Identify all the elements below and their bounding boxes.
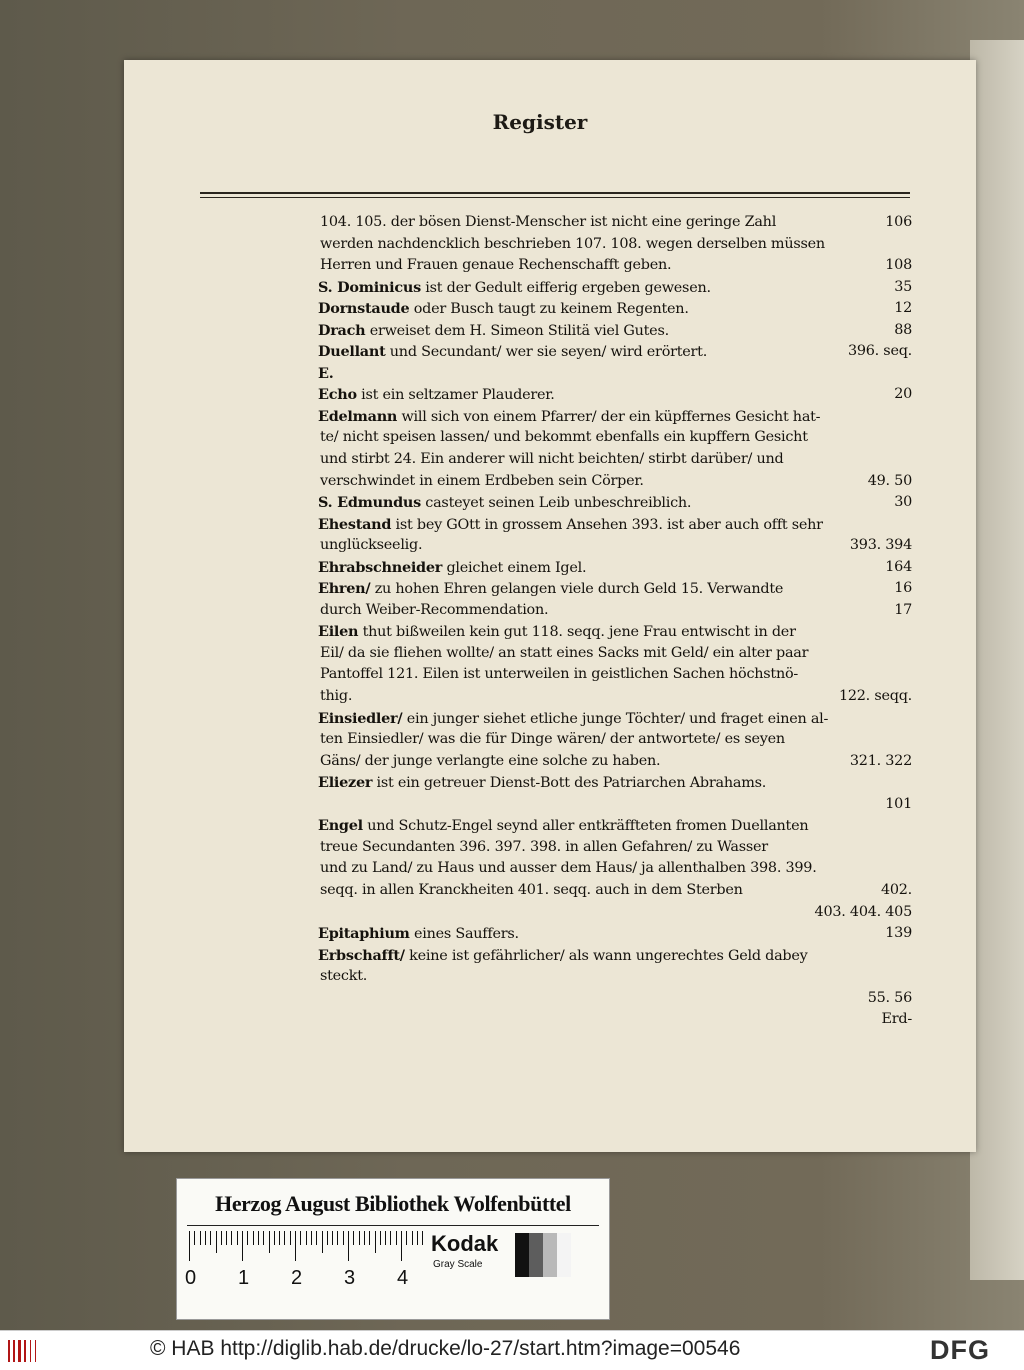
- gray-patch: [557, 1233, 571, 1277]
- entry-text: Einsiedler/ ein junger siehet etliche junge Töchter/ und fraget einen al-: [318, 709, 829, 727]
- ruler-tick: [316, 1231, 317, 1245]
- entry-text: thig.: [320, 688, 353, 705]
- entry-text: ten Einsiedler/ was die für Dinge wären/ der antwortete/ es seyen: [320, 731, 785, 748]
- entry-text: Edelmann will sich von einem Pfarrer/ der ein küpffernes Gesicht hat-: [318, 407, 821, 425]
- page-reference: 55. 56: [867, 989, 912, 1006]
- entry-text: Herren und Frauen genaue Rechenschafft geben.: [320, 257, 672, 274]
- page-reference: 321. 322: [849, 752, 912, 769]
- ruler-tick: [274, 1231, 275, 1245]
- ruler-tick: [396, 1231, 397, 1245]
- entry-text: Engel und Schutz-Engel seynd aller entkräffteten fromen Duellanten: [318, 817, 809, 835]
- ruler-tick: [253, 1231, 254, 1245]
- entry-text: verschwindet in einem Erdbeben sein Cörper.: [320, 472, 644, 489]
- entry-text: und stirbt 24. Ein anderer will nicht beichten/ stirbt darüber/ und: [320, 451, 784, 468]
- register-line: [318, 686, 912, 708]
- hab-barcode-icon: [8, 1340, 44, 1362]
- page-reference: 49. 50: [867, 472, 912, 489]
- ruler-number: 3: [344, 1267, 356, 1289]
- ruler-tick: [284, 1231, 285, 1245]
- page-reference: 16: [894, 580, 912, 597]
- register-line: [318, 427, 912, 449]
- gray-scale-label: Gray Scale: [433, 1259, 483, 1270]
- barcode-bar: [8, 1340, 10, 1362]
- page-reference: 17: [894, 601, 912, 618]
- register-line: [318, 255, 912, 277]
- ruler-tick: [210, 1231, 211, 1245]
- page-reference: 88: [894, 321, 912, 338]
- ruler-number: 0: [185, 1267, 197, 1289]
- color-scale-ruler: [176, 1178, 610, 1320]
- header-rule-thin: [200, 197, 910, 198]
- barcode-bar: [13, 1340, 15, 1362]
- register-line: [318, 535, 912, 557]
- barcode-bar: [35, 1340, 36, 1362]
- ruler-tick: [242, 1231, 243, 1261]
- ruler-tick: [380, 1231, 381, 1245]
- barcode-bar: [30, 1340, 31, 1362]
- kodak-logo: Kodak: [431, 1231, 499, 1256]
- header-rule: [200, 192, 910, 194]
- register-line: [318, 858, 912, 880]
- copyright-link[interactable]: © HAB http://diglib.hab.de/drucke/lo-27/start.htm?image=00546: [150, 1337, 741, 1360]
- ruler-tick: [327, 1231, 328, 1245]
- register-line: [318, 298, 912, 320]
- entry-text: Pantoffel 121. Eilen ist unterweilen in geistlichen Sachen höchstnö-: [320, 666, 799, 683]
- register-line: [318, 621, 912, 643]
- page-reference: 393. 394: [849, 537, 912, 554]
- register-line: [318, 363, 912, 385]
- ruler-tick: [216, 1231, 217, 1253]
- ruler-tick: [390, 1231, 391, 1245]
- ruler-tick: [221, 1231, 222, 1245]
- entry-text: te/ nicht speisen lassen/ und bekommt ebenfalls ein kupffern Gesicht: [320, 429, 808, 446]
- page-reference: 35: [894, 278, 912, 295]
- register-line: [318, 492, 912, 514]
- register-line: [318, 449, 912, 471]
- register-line: [318, 277, 912, 299]
- ruler-tick: [359, 1231, 360, 1245]
- ruler-ticks: [189, 1231, 425, 1265]
- register-line: [318, 664, 912, 686]
- ruler-tick: [279, 1231, 280, 1245]
- ruler-tick: [337, 1231, 338, 1245]
- register-line: [318, 751, 912, 773]
- entry-text: und zu Land/ zu Haus und ausser dem Haus/ ja allenthalben 398. 399.: [320, 860, 817, 877]
- entry-text: Echo ist ein seltzamer Plauderer.: [318, 386, 555, 404]
- register-line: [318, 578, 912, 600]
- ruler-number: 1: [238, 1267, 250, 1289]
- register-line: [318, 708, 912, 730]
- ruler-tick: [401, 1231, 402, 1261]
- ruler-tick: [290, 1231, 291, 1245]
- register-line: [318, 557, 912, 579]
- ruler-tick: [247, 1231, 248, 1245]
- ruler-tick: [200, 1231, 201, 1245]
- register-entries: [318, 212, 912, 1031]
- ruler-tick: [412, 1231, 413, 1245]
- ruler-tick: [353, 1231, 354, 1245]
- register-line: [318, 471, 912, 493]
- entry-text: Eliezer ist ein getreuer Dienst-Bott des Patriarchen Abrahams.: [318, 774, 767, 792]
- entry-text: Ehren/ zu hohen Ehren gelangen viele durch Geld 15. Verwandte: [318, 580, 784, 598]
- entry-text: seqq. in allen Kranckheiten 401. seqq. auch in dem Sterben: [320, 881, 743, 898]
- ruler-tick: [269, 1231, 270, 1253]
- ruler-tick: [205, 1231, 206, 1245]
- ruler-tick: [300, 1231, 301, 1245]
- entry-text: Erbschafft/ keine ist gefährlicher/ als wann ungerechtes Geld dabey: [318, 946, 808, 964]
- register-line: [318, 729, 912, 751]
- barcode-bar: [24, 1340, 26, 1362]
- entry-text: Eil/ da sie fliehen wollte/ an statt eines Sacks mit Geld/ ein alter paar: [320, 644, 809, 661]
- page-reference: 403. 404. 405: [814, 903, 912, 920]
- page-reference: 20: [894, 386, 912, 403]
- register-line: [318, 212, 912, 234]
- register-line: [318, 880, 912, 902]
- register-line: [318, 234, 912, 256]
- register-line: [318, 923, 912, 945]
- dfg-logo: DFG: [930, 1335, 990, 1365]
- page-reference: 30: [894, 494, 912, 511]
- ruler-tick: [263, 1231, 264, 1245]
- ruler-tick: [194, 1231, 195, 1245]
- footer-bar: [0, 1330, 1024, 1370]
- page-reference: 122. seqq.: [838, 688, 912, 705]
- ruler-tick: [364, 1231, 365, 1245]
- gray-patch: [529, 1233, 543, 1277]
- register-line: [318, 988, 912, 1010]
- ruler-tick: [295, 1231, 296, 1261]
- page-reference: 402.: [880, 881, 912, 898]
- page-reference: 106: [885, 214, 912, 230]
- register-line: [318, 945, 912, 967]
- register-line: [318, 514, 912, 536]
- ruler-tick: [189, 1231, 190, 1261]
- page-reference: 108: [885, 257, 912, 274]
- ruler-tick: [226, 1231, 227, 1245]
- ruler-tick: [237, 1231, 238, 1245]
- register-line: [318, 1009, 912, 1031]
- ruler-tick: [322, 1231, 323, 1253]
- ruler-tick: [332, 1231, 333, 1245]
- register-line: [318, 643, 912, 665]
- register-line: [318, 794, 912, 816]
- page-reference: 101: [885, 795, 912, 812]
- register-line: [318, 600, 912, 622]
- ruler-tick: [375, 1231, 376, 1253]
- register-line: [318, 837, 912, 859]
- entry-text: S. Edmundus casteyet seinen Leib unbeschreiblich.: [318, 494, 692, 512]
- entry-text: S. Dominicus ist der Gedult eifferig ergeben gewesen.: [318, 278, 711, 296]
- register-line: [318, 384, 912, 406]
- ruler-tick: [231, 1231, 232, 1245]
- entry-text: unglückseelig.: [320, 537, 423, 554]
- ruler-number: 2: [291, 1267, 303, 1289]
- gray-patch: [543, 1233, 557, 1277]
- entry-text: durch Weiber-Recommendation.: [320, 601, 549, 618]
- ruler-tick: [369, 1231, 370, 1245]
- entry-text: treue Secundanten 396. 397. 398. in allen Gefahren/ zu Wasser: [320, 838, 768, 855]
- facing-page-edge: [970, 40, 1024, 1280]
- entry-text: Ehestand ist bey GOtt in grossem Ansehen 393. ist aber auch offt sehr: [318, 515, 823, 533]
- register-line: [318, 966, 912, 988]
- ruler-title: Herzog August Bibliothek Wolfenbüttel: [215, 1191, 571, 1216]
- ruler-tick: [258, 1231, 259, 1245]
- ruler-tick: [422, 1231, 423, 1245]
- register-line: [318, 815, 912, 837]
- register-line: [318, 320, 912, 342]
- ruler-tick: [306, 1231, 307, 1245]
- entry-text: Dornstaude oder Busch taugt zu keinem Regenten.: [318, 300, 689, 318]
- barcode-bar: [18, 1340, 21, 1362]
- ruler-numbers: [185, 1267, 425, 1291]
- entry-text: Epitaphium eines Sauffers.: [318, 925, 519, 943]
- register-line: [318, 341, 912, 363]
- page-reference: 139: [885, 925, 912, 942]
- running-header: Register: [492, 110, 588, 134]
- ruler-number: 4: [397, 1267, 409, 1289]
- ruler-tick: [348, 1231, 349, 1261]
- entry-text: Duellant und Secundant/ wer sie seyen/ wird erörtert.: [318, 343, 708, 361]
- ruler-tick: [417, 1231, 418, 1245]
- entry-text: steckt.: [320, 968, 368, 985]
- ruler-tick: [311, 1231, 312, 1245]
- page-reference: 12: [894, 300, 912, 317]
- entry-text: Gäns/ der junge verlangte eine solche zu haben.: [320, 752, 661, 769]
- entry-text: 104. 105. der bösen Dienst-Menscher ist nicht eine geringe Zahl: [320, 214, 777, 230]
- gray-patch: [515, 1233, 529, 1277]
- page-reference: Erd-: [881, 1011, 912, 1028]
- ruler-tick: [406, 1231, 407, 1245]
- entry-text: Ehrabschneider gleichet einem Igel.: [318, 558, 587, 576]
- ruler-divider: [187, 1225, 599, 1226]
- register-line: [318, 406, 912, 428]
- ruler-tick: [343, 1231, 344, 1245]
- entry-text: Eilen thut bißweilen kein gut 118. seqq. jene Frau entwischt in der: [318, 623, 796, 641]
- ruler-tick: [385, 1231, 386, 1245]
- register-line: [318, 772, 912, 794]
- page-reference: 396. seq.: [847, 343, 912, 360]
- entry-text: werden nachdencklich beschrieben 107. 108. wegen derselben müssen: [320, 235, 825, 252]
- entry-text: Drach erweiset dem H. Simeon Stilitä viel Gutes.: [318, 321, 669, 339]
- page-reference: 164: [885, 558, 912, 575]
- register-line: [318, 902, 912, 924]
- entry-text: E.: [318, 364, 334, 382]
